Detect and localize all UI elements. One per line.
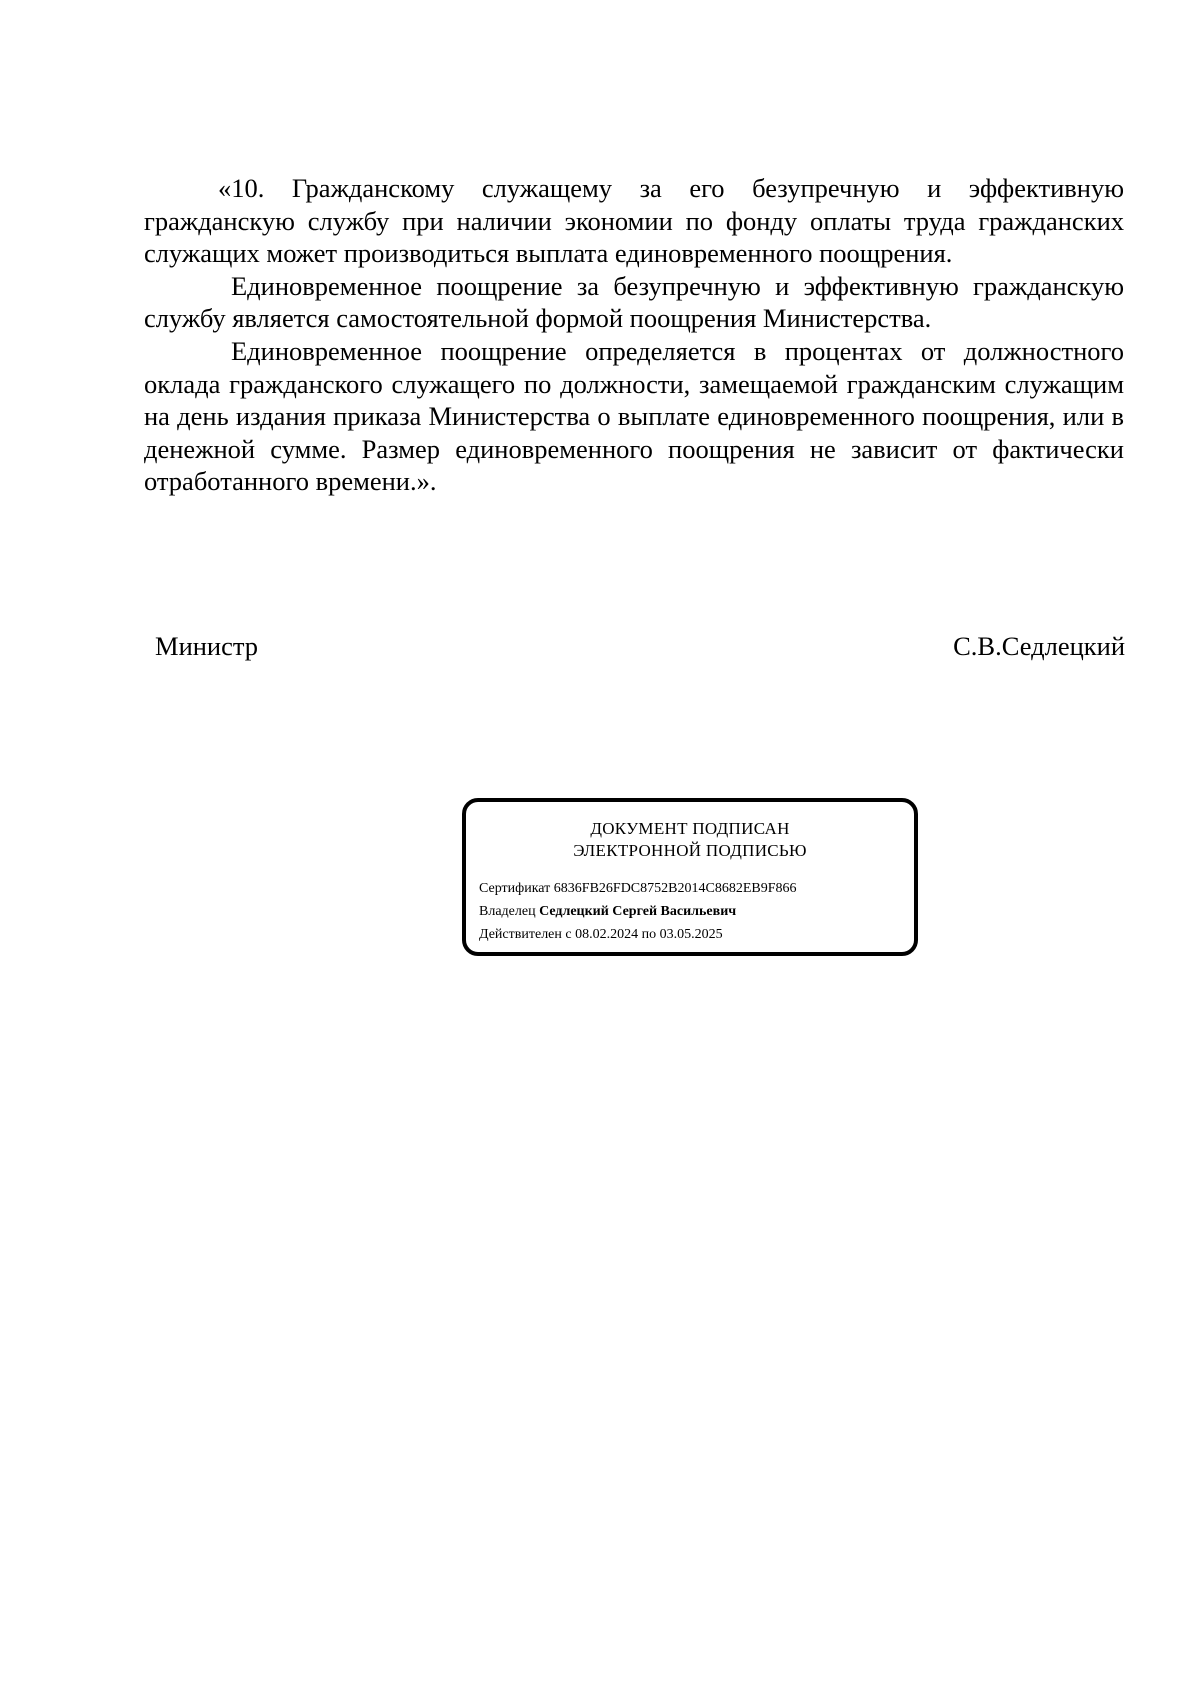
paragraph-1: «10. Гражданскому служащему за его безупречную и эффективную гражданскую службу при наличии экономии по фонду оплаты труда гражданских служащих может производиться выплата единовременного поощрения. xyxy=(144,173,1124,269)
stamp-owner xyxy=(479,903,736,921)
stamp-heading-line1: ДОКУМЕНТ ПОДПИСАН xyxy=(590,819,790,838)
stamp-valid-to: 03.05.2025 xyxy=(659,927,723,942)
signatory-title: Министр xyxy=(155,631,259,661)
stamp-heading xyxy=(466,818,914,862)
stamp-valid-from: 08.02.2024 xyxy=(575,927,639,942)
stamp-owner-label: Владелец xyxy=(479,904,536,919)
stamp-certificate xyxy=(479,880,797,898)
stamp-heading-line2: ЭЛЕКТРОННОЙ ПОДПИСЬЮ xyxy=(573,841,807,860)
signatory-name: С.В.Седлецкий xyxy=(953,631,1125,661)
stamp-certificate-label: Сертификат xyxy=(479,881,551,896)
paragraph-3: Единовременное поощрение определяется в процентах от должностного оклада гражданского служащего по должности, замещаемой гражданским служащим на день издания приказа Министерства о выплате единовременного поощрения, или в денежной сумме. Размер единовременного поощрения не зависит от фактически отработанного времени.». xyxy=(144,335,1124,497)
document-body xyxy=(144,172,1124,498)
stamp-validity xyxy=(479,926,723,944)
electronic-signature-stamp xyxy=(462,798,918,956)
stamp-valid-from-label: Действителен с xyxy=(479,927,572,942)
stamp-owner-value: Седлецкий Сергей Васильевич xyxy=(539,904,737,919)
stamp-certificate-value: 6836FB26FDC8752B2014C8682EB9F866 xyxy=(553,881,797,896)
paragraph-2: Единовременное поощрение за безупречную и эффективную гражданскую службу является самостоятельной формой поощрения Министерства. xyxy=(144,270,1124,334)
stamp-valid-to-label: по xyxy=(641,927,657,942)
